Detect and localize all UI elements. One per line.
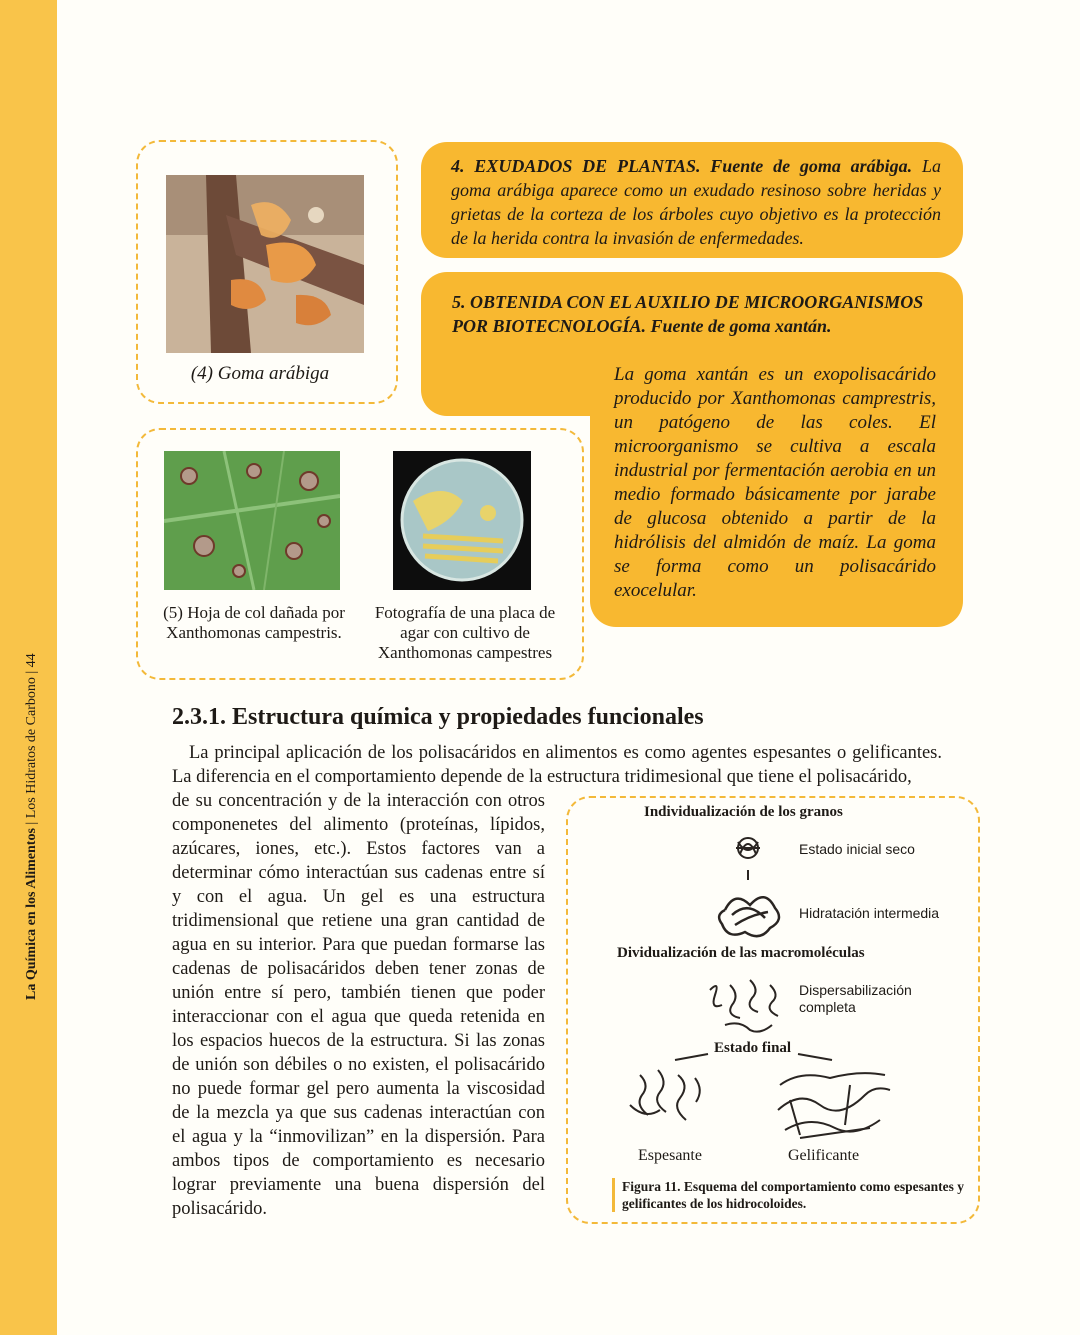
figure-estado-final: Estado final (714, 1040, 792, 1056)
exudados-body: La goma arábiga aparece como un exudado resinoso sobre heridas y grietas de la corteza de los árboles cuyo objetivo es la protección de la herida contra la invasión de enfermedades. (451, 156, 942, 248)
figure-heading-macro: Dividualización de las macromoléculas (617, 945, 865, 961)
figure-dispersabilizacion-2: completa (799, 999, 856, 1015)
book-title: La Química en los Alimentos (24, 828, 39, 1000)
figure-estado-inicial: Estado inicial seco (799, 841, 915, 857)
thickener-chains-icon (630, 1070, 700, 1120)
exudados-text (451, 154, 941, 250)
running-header (24, 300, 40, 1000)
goma-arabiga-caption: (4) Goma arábiga (190, 363, 330, 384)
gel-network-icon (778, 1073, 890, 1138)
figure-gelificante: Gelificante (788, 1147, 860, 1164)
figure-espesante: Espesante (638, 1147, 702, 1164)
biotecnologia-body: La goma xantán es un exopolisacárido producido por Xanthomonas camprestris, un patógeno de las coles. El microorganismo se cultiva a escala industrial por fermentación aerobia en un medio formado básicamente por jarabe de glucosa obtenido a partir de la hidrólisis del almidón de maíz. La goma se forma como un polisacárido exocelular. (614, 364, 936, 601)
section-body: de su concentración y de la interacción con otros componenetes del alimento (proteínas, lípidos, azúcares, iones, etc.). Estos factores van a determinar cómo interactúan sus cadenas entre sí y con el agua. Un gel es una estructura tridimensional que retiene una gran cantidad de agua en su interior. Para que puedan formarse las cadenas de polisacáridos deben tener zonas de unión entre sí pero, también tienen que poder interaccionar con el agua que queda retenida en los espacios huecos de la estructura. Si las zonas de unión son débiles o no existen, el polisacárido no puede formar gel pero aumenta la viscosidad de la mezcla ya que sus cadenas interactúan con el agua y la “inmovilizan” en la dispersión. Para ambos tipos de comportamiento es necesario lograr previamente una buena dispersión del polisacárido. (172, 791, 545, 1219)
hydrated-granule-icon (719, 897, 779, 936)
branch-line-left (675, 1054, 708, 1060)
hydrocolloid-diagram (600, 820, 960, 1150)
section-intro: La principal aplicación de los polisacáridos en alimentos es como agentes espesantes o gelificantes. La diferencia en el comportamiento depende de la estructura tridimesional que tiene el polisacárido, (172, 743, 942, 787)
col-leaf-caption: (5) Hoja de col dañada por Xanthomonas campestris. (163, 603, 345, 642)
figure-caption: Figura 11. Esquema del comportamiento como espesantes y gelificantes de los hidrocoloides. (612, 1178, 967, 1212)
exudados-title: 4. EXUDADOS DE PLANTAS. Fuente de goma arábiga. (451, 156, 913, 176)
section-heading: 2.3.1. Estructura química y propiedades funcionales (172, 704, 704, 730)
chapter-title: Los Hidratos de Carbono (24, 677, 39, 819)
dispersed-chains-icon (710, 980, 778, 1032)
branch-line-right (798, 1054, 832, 1060)
header-separator: | (24, 821, 39, 825)
col-leaf-photo (164, 451, 340, 590)
figure-heading-granos: Individualización de los granos (644, 804, 843, 820)
agar-plate-caption: Fotografía de una placa de agar con cultivo de Xanthomonas campestres (374, 603, 556, 662)
page-number: 44 (24, 653, 39, 668)
figure-dispersabilizacion: Dispersabilización (799, 982, 912, 998)
sidebar-band (0, 0, 57, 1335)
biotecnologia-title: 5. OBTENIDA CON EL AUXILIO DE MICROORGANISMOS POR BIOTECNOLOGÍA. Fuente de goma xantán. (452, 292, 924, 336)
figure-hidratacion: Hidratación intermedia (799, 905, 940, 921)
dry-granule-icon (736, 838, 760, 858)
exudados-callout (421, 142, 963, 258)
agar-plate-photo (393, 451, 531, 590)
goma-arabiga-photo (166, 175, 364, 353)
header-separator: | (24, 670, 39, 674)
